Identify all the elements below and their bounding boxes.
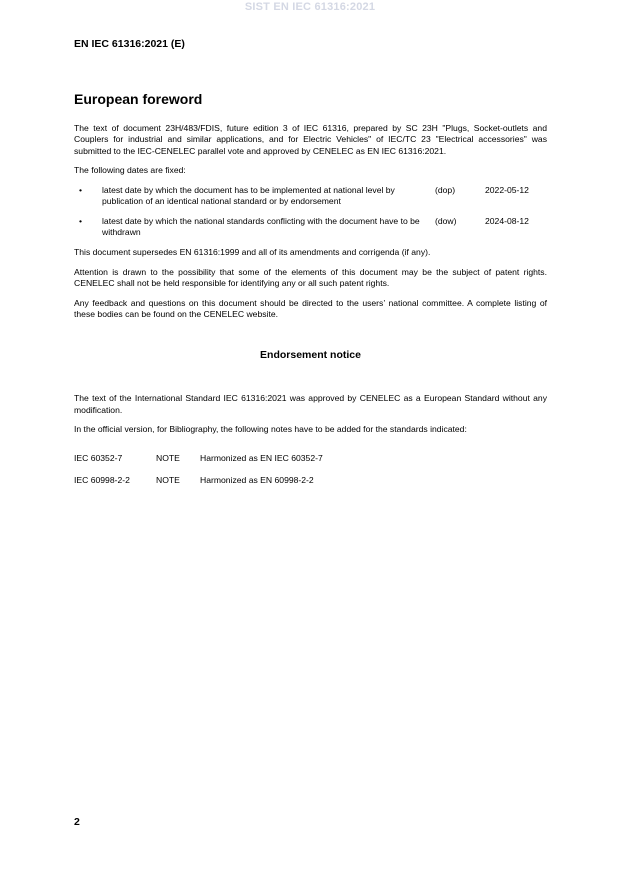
page-number: 2	[74, 816, 80, 828]
date-value: 2022-05-12	[485, 184, 529, 195]
date-description: latest date by which the national standards conflicting with the document have to be withdrawn	[102, 215, 420, 237]
table-row	[74, 475, 547, 486]
attention-paragraph: Attention is drawn to the possibility that some of the elements of this document may be the subject of patent rights. CENELEC shall not be held responsible for identifying any or all such patent rights.	[74, 266, 547, 289]
table-row	[74, 453, 547, 464]
page-content	[74, 91, 547, 496]
bibliography-intro: In the official version, for Bibliography, the following notes have to be added for the standards indicated:	[74, 424, 467, 435]
date-code: (dop)	[435, 184, 456, 195]
note-standard: IEC 60352-7	[74, 452, 123, 463]
supersedes-paragraph: This document supersedes EN 61316:1999 and all of its amendments and corrigenda (if any).	[74, 247, 431, 258]
feedback-paragraph: Any feedback and questions on this document should be directed to the users’ national committee. A complete listing of these bodies can be found on the CENELEC website.	[74, 297, 547, 320]
note-label: NOTE	[156, 474, 180, 485]
foreword-title: European foreword	[74, 91, 203, 107]
endorsement-title: Endorsement notice	[260, 349, 361, 362]
note-standard: IEC 60998-2-2	[74, 474, 130, 485]
date-code: (dow)	[435, 215, 457, 226]
note-text: Harmonized as EN IEC 60352-7	[200, 452, 323, 463]
dates-list	[74, 185, 547, 238]
dates-intro: The following dates are fixed:	[74, 165, 186, 176]
bullet: •	[79, 184, 83, 195]
date-value: 2024-08-12	[485, 215, 529, 226]
note-text: Harmonized as EN 60998-2-2	[200, 474, 314, 485]
document-header: EN IEC 61316:2021 (E)	[74, 38, 185, 50]
list-item	[74, 185, 547, 208]
bullet: •	[79, 215, 83, 226]
foreword-intro: The text of document 23H/483/FDIS, future edition 3 of IEC 61316, prepared by SC 23H "Plugs, Socket-outlets and Couplers for industrial and similar applications, and for Electric Vehicles" of IEC/TC 23 "Electrical accessories" was submitted to the IEC-CENELEC parallel vote and approved by CENELEC as EN IEC 61316:2021.	[74, 123, 547, 156]
bibliography-notes	[74, 453, 547, 486]
note-label: NOTE	[156, 452, 180, 463]
date-description: latest date by which the document has to be implemented at national level by publication of an identical national standard or by endorsement	[102, 184, 395, 207]
endorsement-text: The text of the International Standard IEC 61316:2021 was approved by CENELEC as a European Standard without any modification.	[74, 393, 547, 415]
watermark: SIST EN IEC 61316:2021	[244, 1, 376, 13]
list-item	[74, 216, 547, 239]
